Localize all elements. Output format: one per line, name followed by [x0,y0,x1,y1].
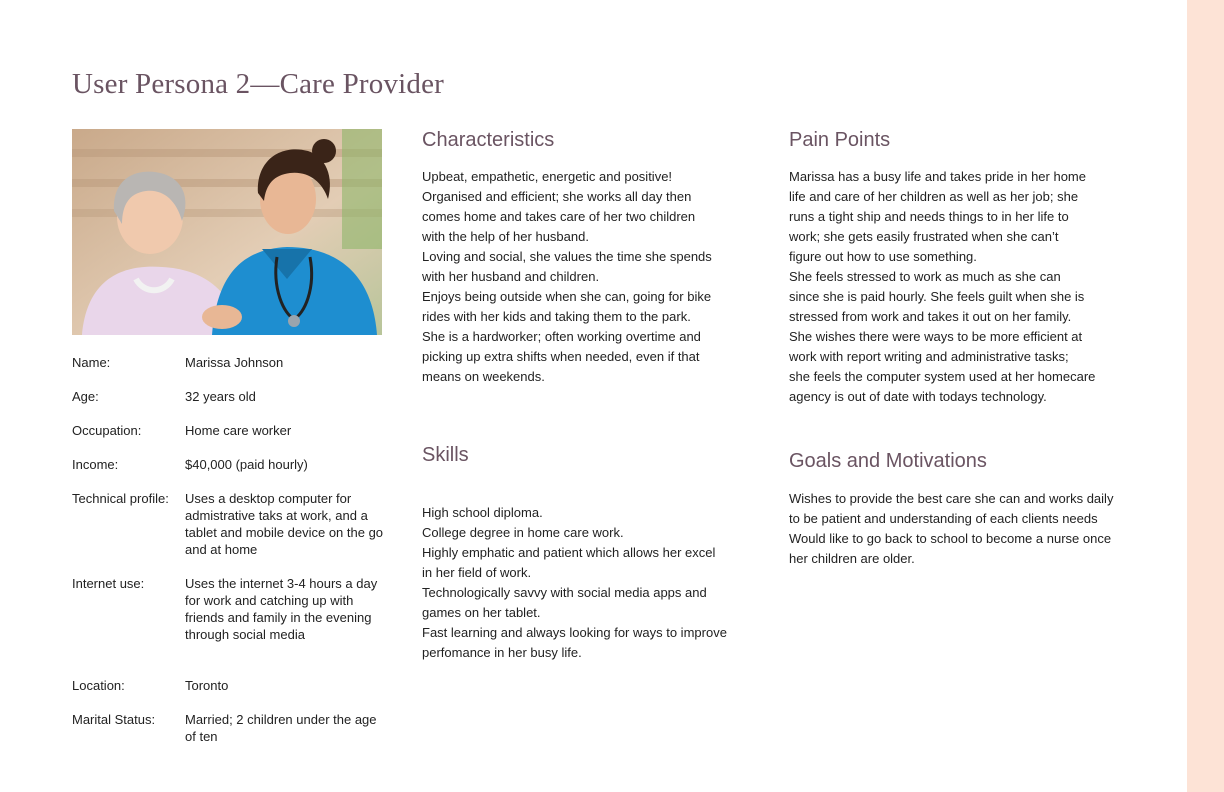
text-line: to be patient and understanding of each clients needs [789,511,1098,526]
profile-label: Internet use: [72,576,145,591]
goals-text [789,489,1113,569]
persona-photo [72,129,382,335]
text-line: means on weekends. [422,369,545,384]
page-title: User Persona 2—Care Provider [72,68,445,100]
text-line: Organised and efficient; she works all day then [422,189,692,204]
text-line: Highly emphatic and patient which allows her excel [422,545,716,560]
text-line: she feels the computer system used at her homecare [789,369,1096,384]
pain-points-heading: Pain Points [789,129,891,151]
text-line: figure out how to use something. [789,249,977,264]
text-line: She wishes there were ways to be more efficient at [789,329,1083,344]
text-line: She feels stressed to work as much as she can [789,269,1061,284]
text-line: in her field of work. [422,565,532,580]
text-line: perfomance in her busy life. [422,645,582,660]
profile-label: Occupation: [72,423,142,438]
profile-value: Home care worker [185,423,292,438]
profile-value: Uses a desktop computer for admistrative taks at work, and a tablet and mobile device on the go and at home [185,491,384,557]
text-line: Wishes to provide the best care she can and works daily [789,491,1114,506]
text-line: with her husband and children. [422,269,600,284]
skills-heading: Skills [422,444,469,466]
characteristics-heading: Characteristics [422,129,555,151]
profile-label: Technical profile: [72,491,169,506]
profile-value: Uses the internet 3-4 hours a day for work and catching up with friends and family in the evening through social media [185,576,378,642]
text-line: College degree in home care work. [422,525,624,540]
text-line: Fast learning and always looking for ways to improve [422,625,727,640]
text-line: High school diploma. [422,505,543,520]
text-line: since she is paid hourly. She feels guilt when she is [789,289,1085,304]
profile-value: $40,000 (paid hourly) [185,457,308,472]
text-line: rides with her kids and taking them to the park. [422,309,691,324]
text-line: with the help of her husband. [422,229,589,244]
text-line: Marissa has a busy life and takes pride in her home [789,169,1086,184]
text-line: Enjoys being outside when she can, going for bike [422,289,712,304]
profile-label: Age: [72,389,99,404]
text-line: life and care of her children as well as her job; she [789,189,1079,204]
characteristics-text [422,167,712,387]
profile-value: 32 years old [185,389,256,404]
goals-heading: Goals and Motivations [789,450,987,472]
text-line: Technologically savvy with social media apps and [422,585,707,600]
profile-value: Toronto [185,678,229,693]
text-line: work with report writing and administrative tasks; [789,349,1069,364]
profile-label: Location: [72,678,125,693]
text-line: work; she gets easily frustrated when she can’t [789,229,1059,244]
text-line: She is a hardworker; often working overtime and [422,329,701,344]
text-line: picking up extra shifts when needed, even if that [422,349,700,364]
profile-value: Marissa Johnson [185,355,284,370]
side-color-strip [1187,0,1224,792]
text-line: comes home and takes care of her two children [422,209,696,224]
text-line: Upbeat, empathetic, energetic and positive! [422,169,673,184]
text-line: stressed from work and takes it out on her family. [789,309,1072,324]
profile-value: Married; 2 children under the age of ten [185,712,377,744]
profile-label: Name: [72,355,111,370]
text-line: agency is out of date with todays technology. [789,389,1047,404]
text-line: runs a tight ship and needs things to in her life to [789,209,1069,224]
profile-label: Marital Status: [72,712,156,727]
skills-text [422,503,727,663]
text-line: Would like to go back to school to become a nurse once [789,531,1112,546]
pain-points-text [789,167,1095,407]
text-line: games on her tablet. [422,605,541,620]
profile-label: Income: [72,457,119,472]
text-line: her children are older. [789,551,915,566]
persona-photo-icon [72,129,382,335]
text-line: Loving and social, she values the time she spends [422,249,712,264]
